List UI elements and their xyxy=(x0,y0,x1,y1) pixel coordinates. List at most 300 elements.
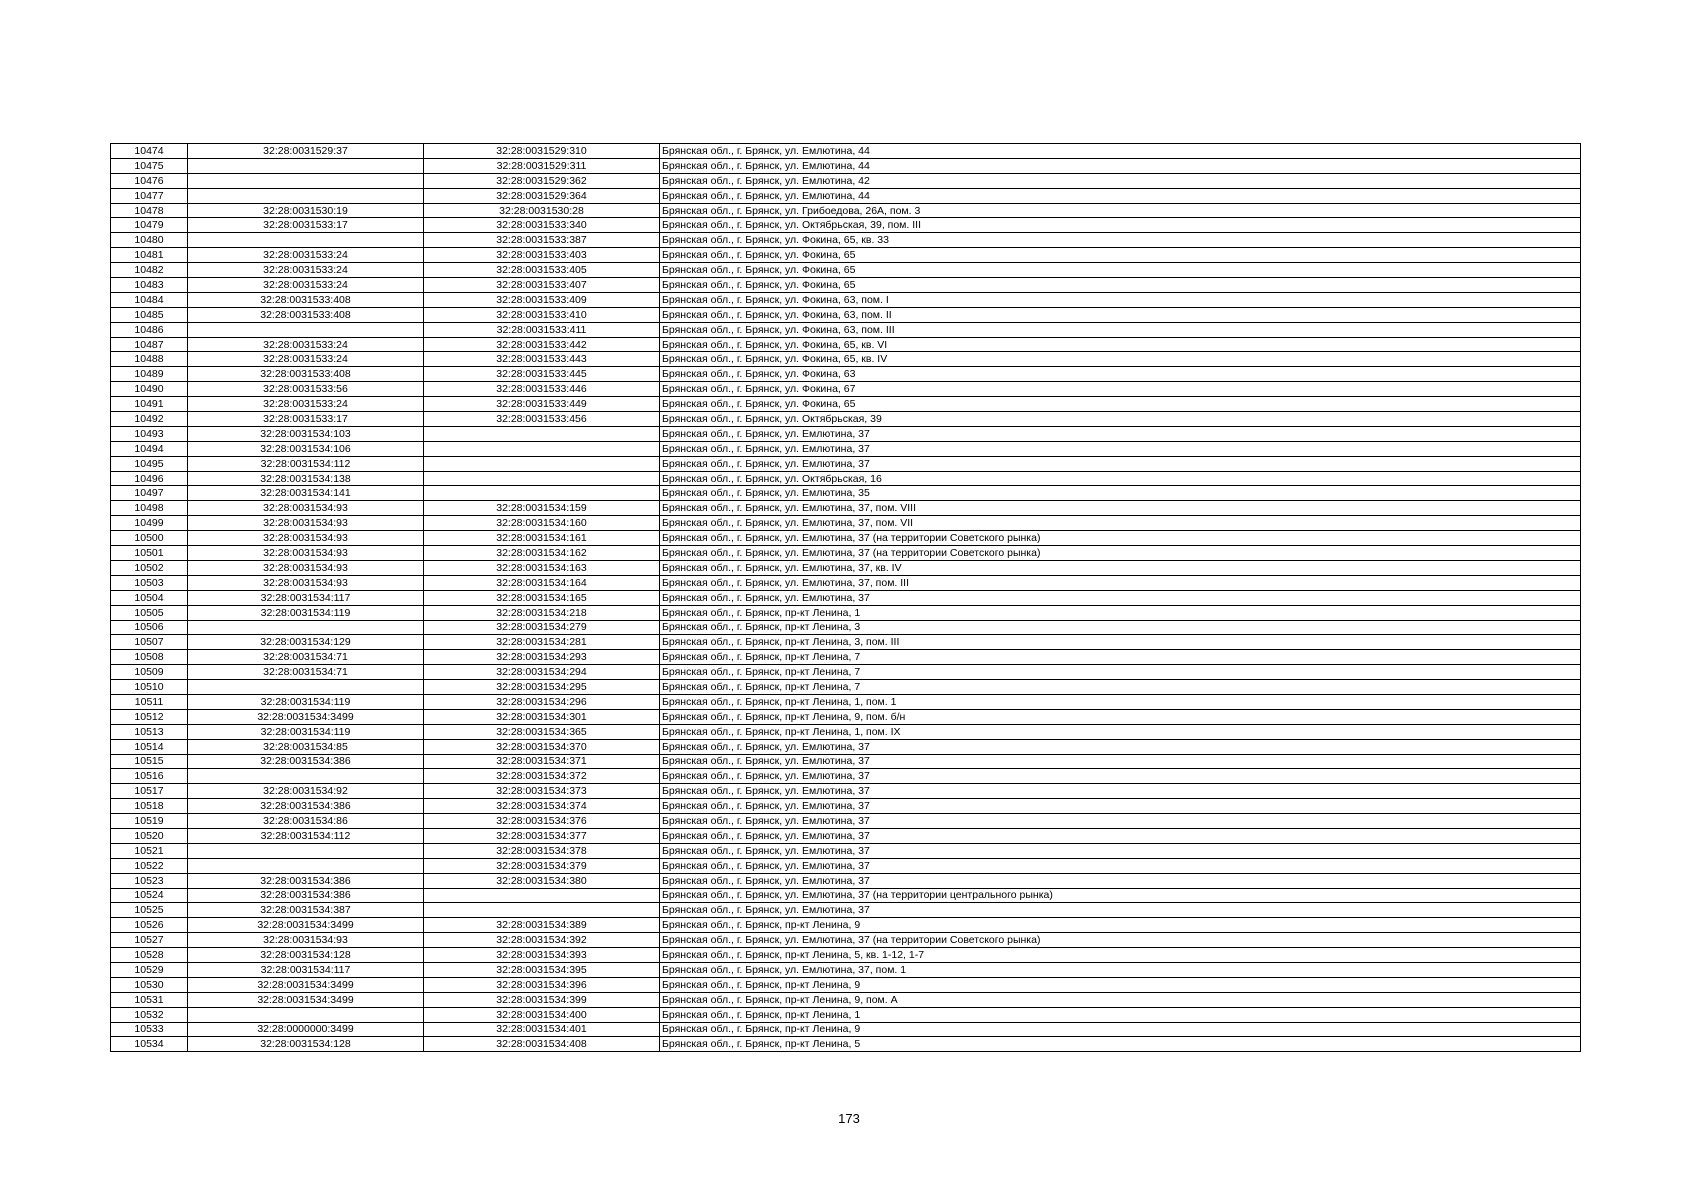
address-cell: Брянская обл., г. Брянск, ул. Емлютина, 37 (на территории Советского рынка) xyxy=(660,531,1581,546)
address-cell: Брянская обл., г. Брянск, пр-кт Ленина, 5, кв. 1-12, 1-7 xyxy=(660,948,1581,963)
address-cell: Брянская обл., г. Брянск, ул. Емлютина, 37 xyxy=(660,739,1581,754)
object-cadastral-number-cell: 32:28:0031533:443 xyxy=(424,352,660,367)
address-cell: Брянская обл., г. Брянск, пр-кт Ленина, 7 xyxy=(660,665,1581,680)
row-number-cell: 10525 xyxy=(111,903,188,918)
table-row xyxy=(111,1037,1581,1052)
cadastral-number-cell xyxy=(188,322,424,337)
row-number-cell: 10505 xyxy=(111,605,188,620)
cadastral-number-cell: 32:28:0031534:119 xyxy=(188,724,424,739)
address-cell: Брянская обл., г. Брянск, ул. Емлютина, 37 xyxy=(660,784,1581,799)
address-cell: Брянская обл., г. Брянск, ул. Фокина, 63, пом. II xyxy=(660,307,1581,322)
object-cadastral-number-cell: 32:28:0031534:399 xyxy=(424,992,660,1007)
registry-table xyxy=(110,143,1581,1052)
row-number-cell: 10503 xyxy=(111,575,188,590)
object-cadastral-number-cell xyxy=(424,486,660,501)
address-cell: Брянская обл., г. Брянск, ул. Емлютина, 42 xyxy=(660,173,1581,188)
object-cadastral-number-cell: 32:28:0031534:295 xyxy=(424,680,660,695)
cadastral-number-cell: 32:28:0031534:386 xyxy=(188,888,424,903)
address-cell: Брянская обл., г. Брянск, ул. Емлютина, 37, пом. 1 xyxy=(660,962,1581,977)
row-number-cell: 10476 xyxy=(111,173,188,188)
table-row xyxy=(111,248,1581,263)
object-cadastral-number-cell: 32:28:0031534:296 xyxy=(424,694,660,709)
table-row xyxy=(111,873,1581,888)
object-cadastral-number-cell xyxy=(424,441,660,456)
cadastral-number-cell: 32:28:0031534:3499 xyxy=(188,918,424,933)
table-row xyxy=(111,605,1581,620)
row-number-cell: 10509 xyxy=(111,665,188,680)
table-row xyxy=(111,843,1581,858)
object-cadastral-number-cell: 32:28:0031534:374 xyxy=(424,799,660,814)
table-row xyxy=(111,769,1581,784)
cadastral-number-cell: 32:28:0031534:386 xyxy=(188,799,424,814)
object-cadastral-number-cell: 32:28:0031534:408 xyxy=(424,1037,660,1052)
table-row xyxy=(111,694,1581,709)
row-number-cell: 10484 xyxy=(111,292,188,307)
object-cadastral-number-cell: 32:28:0031534:379 xyxy=(424,858,660,873)
cadastral-number-cell xyxy=(188,620,424,635)
cadastral-number-cell: 32:28:0031534:119 xyxy=(188,605,424,620)
row-number-cell: 10501 xyxy=(111,546,188,561)
address-cell: Брянская обл., г. Брянск, пр-кт Ленина, 3 xyxy=(660,620,1581,635)
row-number-cell: 10508 xyxy=(111,650,188,665)
row-number-cell: 10504 xyxy=(111,590,188,605)
table-row xyxy=(111,828,1581,843)
row-number-cell: 10500 xyxy=(111,531,188,546)
address-cell: Брянская обл., г. Брянск, пр-кт Ленина, 7 xyxy=(660,680,1581,695)
cadastral-number-cell: 32:28:0031534:103 xyxy=(188,426,424,441)
cadastral-number-cell: 32:28:0031533:24 xyxy=(188,248,424,263)
row-number-cell: 10523 xyxy=(111,873,188,888)
cadastral-number-cell: 32:28:0031534:386 xyxy=(188,873,424,888)
object-cadastral-number-cell: 32:28:0031534:373 xyxy=(424,784,660,799)
table-row xyxy=(111,501,1581,516)
address-cell: Брянская обл., г. Брянск, ул. Емлютина, 37 xyxy=(660,873,1581,888)
row-number-cell: 10490 xyxy=(111,382,188,397)
cadastral-number-cell: 32:28:0031534:86 xyxy=(188,814,424,829)
address-cell: Брянская обл., г. Брянск, ул. Емлютина, 37 xyxy=(660,828,1581,843)
cadastral-number-cell: 32:28:0031534:128 xyxy=(188,948,424,963)
address-cell: Брянская обл., г. Брянск, ул. Емлютина, 37, пом. VIII xyxy=(660,501,1581,516)
object-cadastral-number-cell: 32:28:0031533:410 xyxy=(424,307,660,322)
object-cadastral-number-cell: 32:28:0031533:407 xyxy=(424,278,660,293)
row-number-cell: 10499 xyxy=(111,516,188,531)
row-number-cell: 10475 xyxy=(111,158,188,173)
object-cadastral-number-cell: 32:28:0031533:340 xyxy=(424,218,660,233)
cadastral-number-cell: 32:28:0031534:93 xyxy=(188,531,424,546)
cadastral-number-cell: 32:28:0031534:93 xyxy=(188,516,424,531)
registry-table-body xyxy=(111,144,1581,1052)
object-cadastral-number-cell: 32:28:0031534:396 xyxy=(424,977,660,992)
address-cell: Брянская обл., г. Брянск, ул. Фокина, 65, кв. VI xyxy=(660,337,1581,352)
cadastral-number-cell: 32:28:0031534:141 xyxy=(188,486,424,501)
address-cell: Брянская обл., г. Брянск, ул. Фокина, 65 xyxy=(660,278,1581,293)
table-row xyxy=(111,486,1581,501)
row-number-cell: 10514 xyxy=(111,739,188,754)
address-cell: Брянская обл., г. Брянск, ул. Емлютина, 37 xyxy=(660,903,1581,918)
address-cell: Брянская обл., г. Брянск, пр-кт Ленина, 1 xyxy=(660,1007,1581,1022)
object-cadastral-number-cell: 32:28:0031533:387 xyxy=(424,233,660,248)
object-cadastral-number-cell xyxy=(424,456,660,471)
row-number-cell: 10522 xyxy=(111,858,188,873)
cadastral-number-cell: 32:28:0031533:24 xyxy=(188,278,424,293)
object-cadastral-number-cell: 32:28:0031534:370 xyxy=(424,739,660,754)
object-cadastral-number-cell: 32:28:0031534:401 xyxy=(424,1022,660,1037)
cadastral-number-cell: 32:28:0031534:71 xyxy=(188,650,424,665)
row-number-cell: 10524 xyxy=(111,888,188,903)
table-row xyxy=(111,650,1581,665)
table-row xyxy=(111,292,1581,307)
table-row xyxy=(111,948,1581,963)
address-cell: Брянская обл., г. Брянск, ул. Фокина, 65 xyxy=(660,397,1581,412)
row-number-cell: 10531 xyxy=(111,992,188,1007)
table-row xyxy=(111,560,1581,575)
cadastral-number-cell: 32:28:0031534:3499 xyxy=(188,709,424,724)
address-cell: Брянская обл., г. Брянск, пр-кт Ленина, 1, пом. 1 xyxy=(660,694,1581,709)
address-cell: Брянская обл., г. Брянск, ул. Емлютина, 37 xyxy=(660,858,1581,873)
address-cell: Брянская обл., г. Брянск, пр-кт Ленина, 9, пом. б/н xyxy=(660,709,1581,724)
row-number-cell: 10492 xyxy=(111,412,188,427)
address-cell: Брянская обл., г. Брянск, ул. Емлютина, 37 (на территории Советского рынка) xyxy=(660,933,1581,948)
row-number-cell: 10519 xyxy=(111,814,188,829)
row-number-cell: 10530 xyxy=(111,977,188,992)
table-row xyxy=(111,144,1581,159)
object-cadastral-number-cell: 32:28:0031534:400 xyxy=(424,1007,660,1022)
cadastral-number-cell xyxy=(188,858,424,873)
object-cadastral-number-cell: 32:28:0031534:389 xyxy=(424,918,660,933)
cadastral-number-cell xyxy=(188,680,424,695)
address-cell: Брянская обл., г. Брянск, ул. Емлютина, 37 xyxy=(660,590,1581,605)
object-cadastral-number-cell: 32:28:0031529:310 xyxy=(424,144,660,159)
object-cadastral-number-cell: 32:28:0031534:279 xyxy=(424,620,660,635)
table-row xyxy=(111,918,1581,933)
row-number-cell: 10532 xyxy=(111,1007,188,1022)
cadastral-number-cell: 32:28:0031534:93 xyxy=(188,560,424,575)
object-cadastral-number-cell: 32:28:0031534:371 xyxy=(424,754,660,769)
row-number-cell: 10513 xyxy=(111,724,188,739)
address-cell: Брянская обл., г. Брянск, пр-кт Ленина, 1 xyxy=(660,605,1581,620)
cadastral-number-cell xyxy=(188,233,424,248)
address-cell: Брянская обл., г. Брянск, ул. Емлютина, 37 xyxy=(660,814,1581,829)
address-cell: Брянская обл., г. Брянск, ул. Емлютина, 37 (на территории центрального рынка) xyxy=(660,888,1581,903)
page-number: 173 xyxy=(838,1111,860,1126)
row-number-cell: 10491 xyxy=(111,397,188,412)
cadastral-number-cell: 32:28:0031533:56 xyxy=(188,382,424,397)
address-cell: Брянская обл., г. Брянск, ул. Фокина, 65 xyxy=(660,263,1581,278)
row-number-cell: 10482 xyxy=(111,263,188,278)
cadastral-number-cell: 32:28:0031533:17 xyxy=(188,218,424,233)
table-row xyxy=(111,337,1581,352)
cadastral-number-cell xyxy=(188,173,424,188)
cadastral-number-cell xyxy=(188,843,424,858)
cadastral-number-cell: 32:28:0031534:93 xyxy=(188,575,424,590)
cadastral-number-cell xyxy=(188,158,424,173)
object-cadastral-number-cell: 32:28:0031534:392 xyxy=(424,933,660,948)
object-cadastral-number-cell: 32:28:0031529:362 xyxy=(424,173,660,188)
address-cell: Брянская обл., г. Брянск, ул. Емлютина, 37 xyxy=(660,769,1581,784)
object-cadastral-number-cell: 32:28:0031533:403 xyxy=(424,248,660,263)
address-cell: Брянская обл., г. Брянск, ул. Октябрьская, 39, пом. III xyxy=(660,218,1581,233)
object-cadastral-number-cell: 32:28:0031529:364 xyxy=(424,188,660,203)
table-row xyxy=(111,1007,1581,1022)
address-cell: Брянская обл., г. Брянск, ул. Емлютина, 44 xyxy=(660,144,1581,159)
cadastral-number-cell: 32:28:0031534:386 xyxy=(188,754,424,769)
object-cadastral-number-cell: 32:28:0031534:164 xyxy=(424,575,660,590)
table-row xyxy=(111,665,1581,680)
row-number-cell: 10517 xyxy=(111,784,188,799)
address-cell: Брянская обл., г. Брянск, ул. Емлютина, 37 xyxy=(660,843,1581,858)
cadastral-number-cell: 32:28:0031534:128 xyxy=(188,1037,424,1052)
row-number-cell: 10502 xyxy=(111,560,188,575)
address-cell: Брянская обл., г. Брянск, пр-кт Ленина, 9 xyxy=(660,918,1581,933)
table-row xyxy=(111,739,1581,754)
address-cell: Брянская обл., г. Брянск, пр-кт Ленина, 9, пом. А xyxy=(660,992,1581,1007)
address-cell: Брянская обл., г. Брянск, ул. Фокина, 65, кв. 33 xyxy=(660,233,1581,248)
address-cell: Брянская обл., г. Брянск, ул. Емлютина, 35 xyxy=(660,486,1581,501)
cadastral-number-cell: 32:28:0031533:24 xyxy=(188,337,424,352)
address-cell: Брянская обл., г. Брянск, ул. Фокина, 63 xyxy=(660,367,1581,382)
row-number-cell: 10511 xyxy=(111,694,188,709)
table-row xyxy=(111,858,1581,873)
table-row xyxy=(111,1022,1581,1037)
table-row xyxy=(111,814,1581,829)
object-cadastral-number-cell xyxy=(424,888,660,903)
address-cell: Брянская обл., г. Брянск, ул. Емлютина, 44 xyxy=(660,188,1581,203)
object-cadastral-number-cell: 32:28:0031533:411 xyxy=(424,322,660,337)
row-number-cell: 10477 xyxy=(111,188,188,203)
cadastral-number-cell: 32:28:0031534:92 xyxy=(188,784,424,799)
address-cell: Брянская обл., г. Брянск, ул. Фокина, 63, пом. III xyxy=(660,322,1581,337)
object-cadastral-number-cell: 32:28:0031534:218 xyxy=(424,605,660,620)
row-number-cell: 10516 xyxy=(111,769,188,784)
address-cell: Брянская обл., г. Брянск, ул. Фокина, 65, кв. IV xyxy=(660,352,1581,367)
table-row xyxy=(111,799,1581,814)
table-row xyxy=(111,426,1581,441)
row-number-cell: 10483 xyxy=(111,278,188,293)
row-number-cell: 10486 xyxy=(111,322,188,337)
object-cadastral-number-cell: 32:28:0031534:393 xyxy=(424,948,660,963)
address-cell: Брянская обл., г. Брянск, пр-кт Ленина, 7 xyxy=(660,650,1581,665)
table-row xyxy=(111,590,1581,605)
row-number-cell: 10479 xyxy=(111,218,188,233)
object-cadastral-number-cell: 32:28:0031529:311 xyxy=(424,158,660,173)
address-cell: Брянская обл., г. Брянск, ул. Грибоедова, 26А, пом. 3 xyxy=(660,203,1581,218)
address-cell: Брянская обл., г. Брянск, пр-кт Ленина, 5 xyxy=(660,1037,1581,1052)
table-row xyxy=(111,754,1581,769)
cadastral-number-cell: 32:28:0031533:408 xyxy=(188,367,424,382)
table-row xyxy=(111,203,1581,218)
object-cadastral-number-cell: 32:28:0031534:293 xyxy=(424,650,660,665)
cadastral-number-cell: 32:28:0031534:129 xyxy=(188,635,424,650)
table-row xyxy=(111,307,1581,322)
cadastral-number-cell: 32:28:0031533:24 xyxy=(188,352,424,367)
table-row xyxy=(111,352,1581,367)
address-cell: Брянская обл., г. Брянск, ул. Фокина, 67 xyxy=(660,382,1581,397)
cadastral-number-cell: 32:28:0031534:93 xyxy=(188,501,424,516)
cadastral-number-cell: 32:28:0031534:117 xyxy=(188,962,424,977)
address-cell: Брянская обл., г. Брянск, ул. Емлютина, 37, кв. IV xyxy=(660,560,1581,575)
address-cell: Брянская обл., г. Брянск, пр-кт Ленина, 3, пом. III xyxy=(660,635,1581,650)
row-number-cell: 10478 xyxy=(111,203,188,218)
address-cell: Брянская обл., г. Брянск, пр-кт Ленина, 9 xyxy=(660,1022,1581,1037)
object-cadastral-number-cell: 32:28:0031534:162 xyxy=(424,546,660,561)
cadastral-number-cell xyxy=(188,1007,424,1022)
table-row xyxy=(111,233,1581,248)
object-cadastral-number-cell: 32:28:0031534:301 xyxy=(424,709,660,724)
cadastral-number-cell: 32:28:0031534:138 xyxy=(188,471,424,486)
table-row xyxy=(111,322,1581,337)
table-row xyxy=(111,516,1581,531)
object-cadastral-number-cell: 32:28:0031533:409 xyxy=(424,292,660,307)
row-number-cell: 10518 xyxy=(111,799,188,814)
object-cadastral-number-cell: 32:28:0031534:372 xyxy=(424,769,660,784)
row-number-cell: 10507 xyxy=(111,635,188,650)
address-cell: Брянская обл., г. Брянск, ул. Фокина, 63, пом. I xyxy=(660,292,1581,307)
table-row xyxy=(111,188,1581,203)
table-row xyxy=(111,992,1581,1007)
cadastral-number-cell: 32:28:0031533:408 xyxy=(188,307,424,322)
row-number-cell: 10489 xyxy=(111,367,188,382)
cadastral-number-cell: 32:28:0031534:85 xyxy=(188,739,424,754)
table-row xyxy=(111,456,1581,471)
table-row xyxy=(111,977,1581,992)
row-number-cell: 10487 xyxy=(111,337,188,352)
cadastral-number-cell: 32:28:0031534:119 xyxy=(188,694,424,709)
address-cell: Брянская обл., г. Брянск, ул. Емлютина, 37 xyxy=(660,426,1581,441)
row-number-cell: 10528 xyxy=(111,948,188,963)
table-row xyxy=(111,278,1581,293)
cadastral-number-cell: 32:28:0031534:106 xyxy=(188,441,424,456)
cadastral-number-cell: 32:28:0031534:71 xyxy=(188,665,424,680)
object-cadastral-number-cell: 32:28:0031534:163 xyxy=(424,560,660,575)
cadastral-number-cell: 32:28:0031534:3499 xyxy=(188,992,424,1007)
cadastral-number-cell: 32:28:0031534:112 xyxy=(188,456,424,471)
table-row xyxy=(111,635,1581,650)
cadastral-number-cell: 32:28:0031529:37 xyxy=(188,144,424,159)
address-cell: Брянская обл., г. Брянск, ул. Емлютина, 37 xyxy=(660,799,1581,814)
object-cadastral-number-cell: 32:28:0031534:281 xyxy=(424,635,660,650)
cadastral-number-cell: 32:28:0031534:93 xyxy=(188,546,424,561)
address-cell: Брянская обл., г. Брянск, пр-кт Ленина, 9 xyxy=(660,977,1581,992)
table-row xyxy=(111,962,1581,977)
address-cell: Брянская обл., г. Брянск, ул. Октябрьская, 39 xyxy=(660,412,1581,427)
table-row xyxy=(111,263,1581,278)
row-number-cell: 10533 xyxy=(111,1022,188,1037)
row-number-cell: 10488 xyxy=(111,352,188,367)
object-cadastral-number-cell: 32:28:0031534:161 xyxy=(424,531,660,546)
address-cell: Брянская обл., г. Брянск, ул. Емлютина, 37 xyxy=(660,456,1581,471)
address-cell: Брянская обл., г. Брянск, ул. Емлютина, 37 xyxy=(660,754,1581,769)
row-number-cell: 10510 xyxy=(111,680,188,695)
address-cell: Брянская обл., г. Брянск, ул. Емлютина, 37 xyxy=(660,441,1581,456)
row-number-cell: 10481 xyxy=(111,248,188,263)
address-cell: Брянская обл., г. Брянск, ул. Емлютина, 44 xyxy=(660,158,1581,173)
object-cadastral-number-cell: 32:28:0031534:377 xyxy=(424,828,660,843)
table-row xyxy=(111,575,1581,590)
row-number-cell: 10498 xyxy=(111,501,188,516)
row-number-cell: 10485 xyxy=(111,307,188,322)
row-number-cell: 10515 xyxy=(111,754,188,769)
table-row xyxy=(111,158,1581,173)
cadastral-number-cell: 32:28:0031533:17 xyxy=(188,412,424,427)
table-row xyxy=(111,680,1581,695)
cadastral-number-cell: 32:28:0031533:24 xyxy=(188,397,424,412)
object-cadastral-number-cell: 32:28:0031534:378 xyxy=(424,843,660,858)
table-row xyxy=(111,382,1581,397)
row-number-cell: 10506 xyxy=(111,620,188,635)
table-row xyxy=(111,620,1581,635)
address-cell: Брянская обл., г. Брянск, ул. Емлютина, 37, пом. III xyxy=(660,575,1581,590)
object-cadastral-number-cell: 32:28:0031534:395 xyxy=(424,962,660,977)
object-cadastral-number-cell xyxy=(424,471,660,486)
object-cadastral-number-cell xyxy=(424,426,660,441)
row-number-cell: 10480 xyxy=(111,233,188,248)
table-row xyxy=(111,888,1581,903)
object-cadastral-number-cell: 32:28:0031533:445 xyxy=(424,367,660,382)
row-number-cell: 10497 xyxy=(111,486,188,501)
object-cadastral-number-cell: 32:28:0031534:160 xyxy=(424,516,660,531)
table-row xyxy=(111,709,1581,724)
object-cadastral-number-cell: 32:28:0031530:28 xyxy=(424,203,660,218)
row-number-cell: 10527 xyxy=(111,933,188,948)
address-cell: Брянская обл., г. Брянск, ул. Октябрьская, 16 xyxy=(660,471,1581,486)
row-number-cell: 10474 xyxy=(111,144,188,159)
row-number-cell: 10520 xyxy=(111,828,188,843)
table-row xyxy=(111,397,1581,412)
object-cadastral-number-cell: 32:28:0031533:405 xyxy=(424,263,660,278)
row-number-cell: 10494 xyxy=(111,441,188,456)
table-row xyxy=(111,784,1581,799)
table-row xyxy=(111,531,1581,546)
object-cadastral-number-cell: 32:28:0031534:380 xyxy=(424,873,660,888)
object-cadastral-number-cell: 32:28:0031534:159 xyxy=(424,501,660,516)
table-row xyxy=(111,412,1581,427)
table-row xyxy=(111,933,1581,948)
cadastral-number-cell: 32:28:0031534:387 xyxy=(188,903,424,918)
address-cell: Брянская обл., г. Брянск, пр-кт Ленина, 1, пом. IX xyxy=(660,724,1581,739)
row-number-cell: 10521 xyxy=(111,843,188,858)
object-cadastral-number-cell: 32:28:0031533:449 xyxy=(424,397,660,412)
row-number-cell: 10495 xyxy=(111,456,188,471)
table-row xyxy=(111,441,1581,456)
table-row xyxy=(111,546,1581,561)
object-cadastral-number-cell: 32:28:0031534:376 xyxy=(424,814,660,829)
row-number-cell: 10526 xyxy=(111,918,188,933)
cadastral-number-cell xyxy=(188,188,424,203)
table-row xyxy=(111,218,1581,233)
object-cadastral-number-cell: 32:28:0031534:365 xyxy=(424,724,660,739)
object-cadastral-number-cell: 32:28:0031534:165 xyxy=(424,590,660,605)
cadastral-number-cell: 32:28:0031530:19 xyxy=(188,203,424,218)
cadastral-number-cell: 32:28:0031534:93 xyxy=(188,933,424,948)
address-cell: Брянская обл., г. Брянск, ул. Фокина, 65 xyxy=(660,248,1581,263)
cadastral-number-cell: 32:28:0031533:24 xyxy=(188,263,424,278)
row-number-cell: 10493 xyxy=(111,426,188,441)
table-row xyxy=(111,367,1581,382)
object-cadastral-number-cell: 32:28:0031533:446 xyxy=(424,382,660,397)
cadastral-number-cell: 32:28:0031533:408 xyxy=(188,292,424,307)
table-row xyxy=(111,724,1581,739)
address-cell: Брянская обл., г. Брянск, ул. Емлютина, 37 (на территории Советского рынка) xyxy=(660,546,1581,561)
row-number-cell: 10496 xyxy=(111,471,188,486)
cadastral-number-cell: 32:28:0031534:112 xyxy=(188,828,424,843)
table-row xyxy=(111,471,1581,486)
object-cadastral-number-cell: 32:28:0031533:442 xyxy=(424,337,660,352)
table-row xyxy=(111,173,1581,188)
cadastral-number-cell xyxy=(188,769,424,784)
object-cadastral-number-cell xyxy=(424,903,660,918)
cadastral-number-cell: 32:28:0000000:3499 xyxy=(188,1022,424,1037)
cadastral-number-cell: 32:28:0031534:3499 xyxy=(188,977,424,992)
